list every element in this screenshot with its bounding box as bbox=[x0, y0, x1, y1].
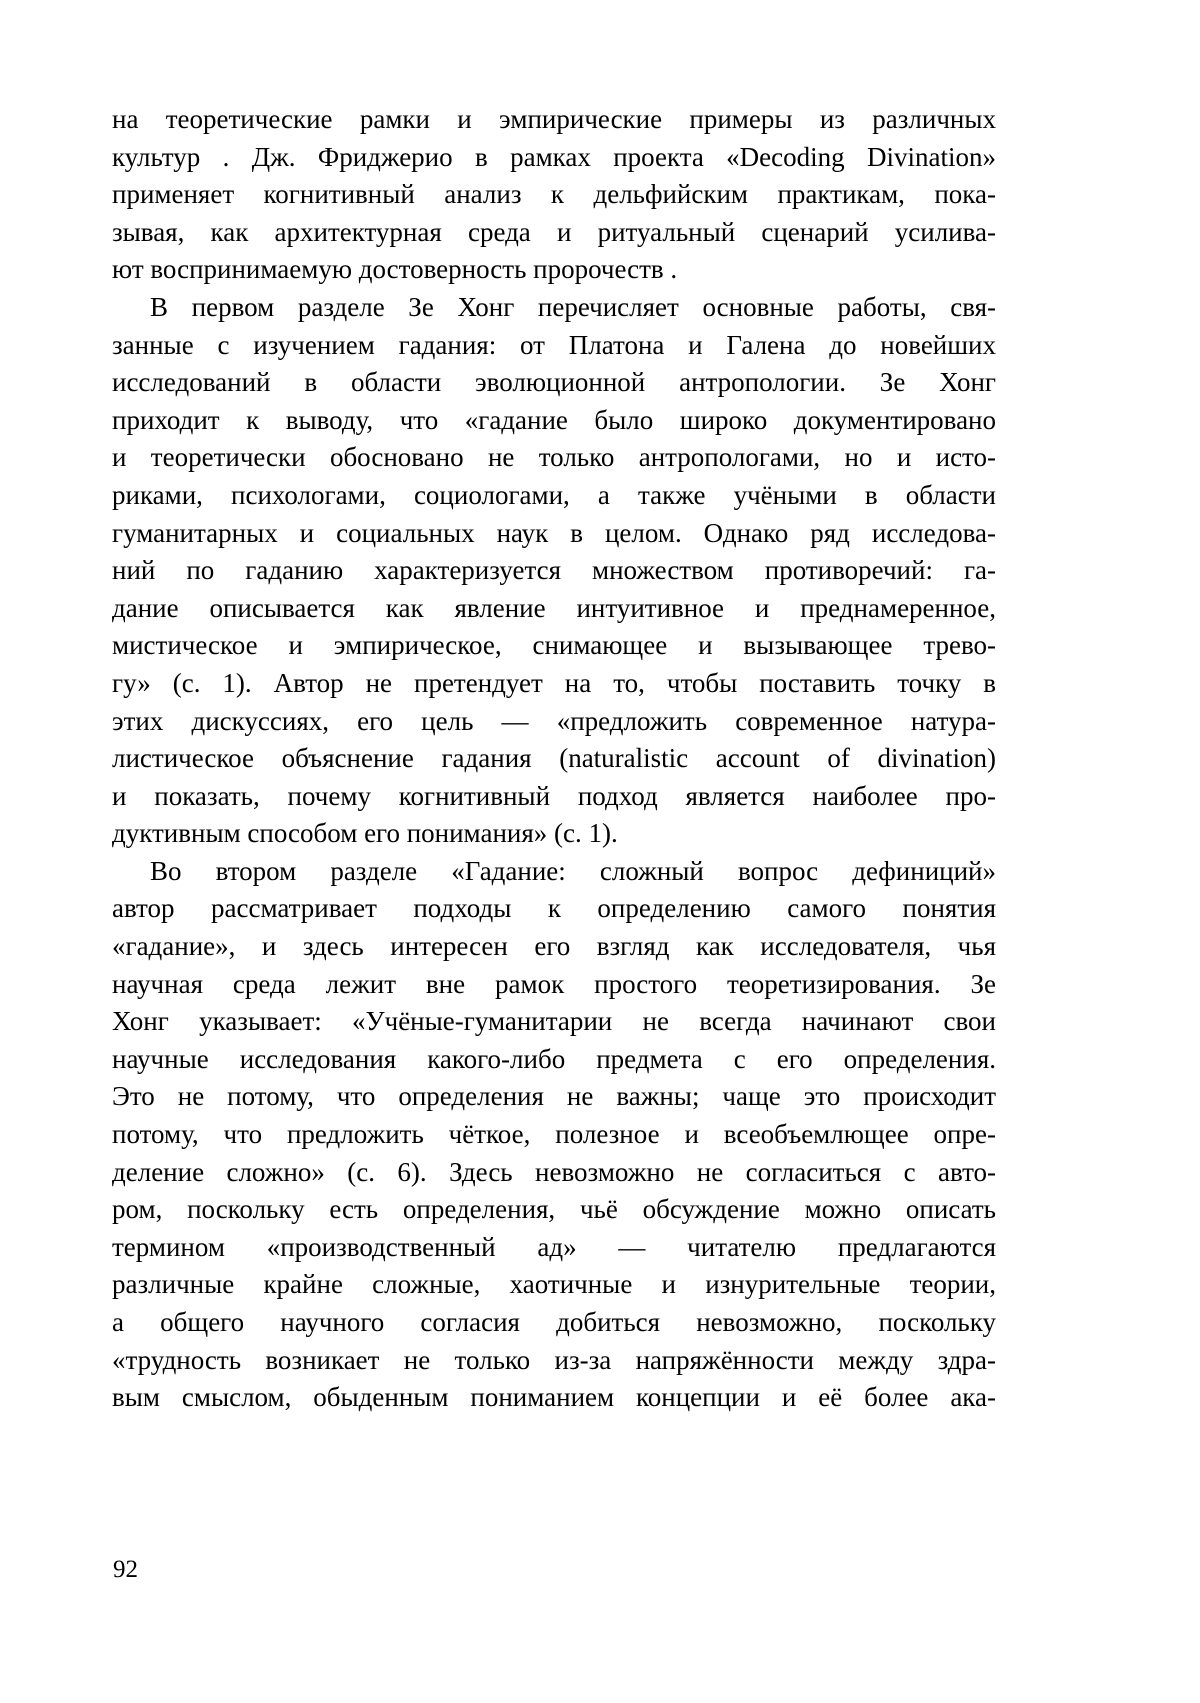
paragraph bbox=[112, 101, 996, 289]
text-line: ром, поскольку есть определения, чьё обсуждение можно описать bbox=[112, 1194, 996, 1225]
text-line: Это не потому, что определения не важны; чаще это происходит bbox=[112, 1081, 996, 1112]
text-line: ний по гаданию характеризуется множеством противоречий: га- bbox=[112, 555, 996, 586]
text-line: термином «производственный ад» — читателю предлагаются bbox=[112, 1231, 996, 1262]
text-line: применяет когнитивный анализ к дельфийским практикам, пока- bbox=[112, 179, 996, 210]
text-line: «трудность возникает не только из-за напряжённости между здра- bbox=[112, 1344, 996, 1375]
text-line: культур . Дж. Фриджерио в рамках проекта «Decoding Divination» bbox=[112, 141, 996, 172]
text-line: дуктивным способом его понимания» (с. 1). bbox=[112, 818, 618, 849]
text-line: «гадание», и здесь интересен его взгляд как исследователя, чья bbox=[112, 931, 996, 962]
text-line: риками, психологами, социологами, а также учёными в области bbox=[112, 479, 996, 510]
text-line: занные с изучением гадания: от Платона и Галена до новейших bbox=[112, 329, 996, 360]
text-line: ют воспринимаемую достоверность пророчеств . bbox=[112, 254, 678, 285]
text-line: Во втором разделе «Гадание: сложный вопрос дефиниций» bbox=[150, 855, 996, 886]
text-line: листическое объяснение гадания (naturalistic account of divination) bbox=[112, 743, 996, 774]
text-line: этих дискуссиях, его цель — «предложить современное натура- bbox=[112, 705, 996, 736]
text-line: дание описывается как явление интуитивное и преднамеренное, bbox=[112, 592, 996, 623]
text-line: и теоретически обосновано не только антропологами, но и исто- bbox=[112, 442, 996, 473]
text-line: потому, что предложить чёткое, полезное и всеобъемлющее опре- bbox=[112, 1119, 996, 1150]
text-line: автор рассматривает подходы к определению самого понятия bbox=[112, 893, 996, 924]
text-line: и показать, почему когнитивный подход является наиболее про- bbox=[112, 780, 996, 811]
text-block bbox=[112, 101, 996, 1417]
text-line: различные крайне сложные, хаотичные и изнурительные теории, bbox=[112, 1269, 996, 1300]
text-line: деление сложно» (с. 6). Здесь невозможно не согласиться с авто- bbox=[112, 1156, 996, 1187]
text-line: а общего научного согласия добиться невозможно, поскольку bbox=[112, 1307, 996, 1337]
page-number: 92 bbox=[113, 1556, 138, 1583]
text-line: мистическое и эмпирическое, снимающее и вызывающее трево- bbox=[112, 630, 996, 661]
text-line: научные исследования какого-либо предмета с его определения. bbox=[112, 1043, 996, 1074]
text-line: гуманитарных и социальных наук в целом. Однако ряд исследова- bbox=[112, 517, 996, 548]
text-line: В первом разделе Зе Хонг перечисляет основные работы, свя- bbox=[150, 291, 996, 322]
text-line: исследований в области эволюционной антропологии. Зе Хонг bbox=[112, 367, 996, 398]
text-line: Хонг указывает: «Учёные-гуманитарии не всегда начинают свои bbox=[112, 1006, 996, 1037]
paragraph bbox=[112, 289, 996, 853]
paragraph bbox=[112, 853, 996, 1417]
text-line: приходит к выводу, что «гадание было широко документировано bbox=[112, 404, 996, 435]
text-line: научная среда лежит вне рамок простого теоретизирования. Зе bbox=[112, 968, 996, 999]
text-line: на теоретические рамки и эмпирические примеры из различных bbox=[112, 104, 996, 134]
text-line: вым смыслом, обыденным пониманием концепции и её более ака- bbox=[112, 1382, 996, 1413]
text-line: зывая, как архитектурная среда и ритуальный сценарий усилива- bbox=[112, 216, 996, 247]
text-line: гу» (с. 1). Автор не претендует на то, чтобы поставить точку в bbox=[112, 667, 996, 698]
